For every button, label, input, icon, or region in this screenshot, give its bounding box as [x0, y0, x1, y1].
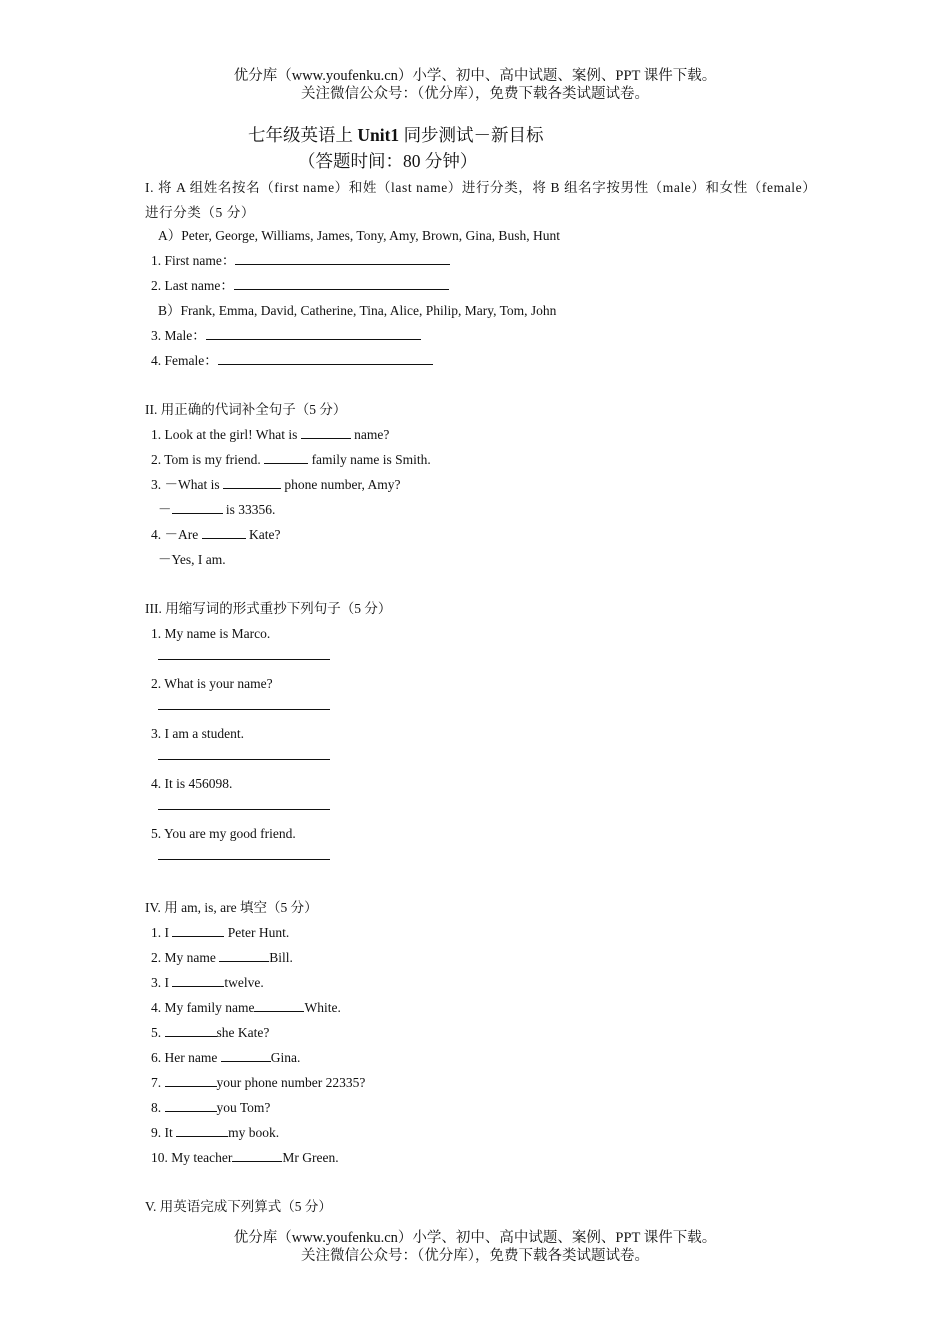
title-suffix: 同步测试－新目标: [399, 125, 544, 145]
answer-blank[interactable]: [165, 1098, 217, 1112]
answer-blank[interactable]: [165, 1023, 217, 1037]
answer-blank[interactable]: [218, 351, 433, 365]
answer-line[interactable]: [158, 658, 330, 660]
title-unit: Unit1: [357, 125, 400, 145]
answer-time: （答题时间：80 分钟）: [298, 151, 478, 171]
answer-blank[interactable]: [232, 1148, 282, 1162]
s1-question-3: 3. Male：: [151, 326, 421, 346]
answer-line[interactable]: [158, 758, 330, 760]
s2-question-2: 2. Tom is my friend. family name is Smith.: [151, 452, 431, 467]
section-1-title: I. 将 A 组姓名按名（first name）和姓（last name）进行分类，将 B 组名字按男性（male）和女性（female）进行分类（5 分）: [145, 180, 810, 220]
s2-question-4: 4. －Are Kate?: [151, 527, 281, 542]
footer-line-1: 优分库（www.youfenku.cn）小学、初中、高中试题、案例、PPT 课件下载。: [233, 1230, 717, 1246]
s3-sentence-1: 1. My name is Marco.: [151, 626, 271, 641]
s2-question-3: 3. －What is phone number, Amy?: [151, 477, 401, 492]
answer-line[interactable]: [158, 808, 330, 810]
s4-item-4: 4. My family name White.: [151, 1000, 341, 1015]
page-footer: [0, 1229, 950, 1265]
title-prefix: 七年级英语上: [248, 125, 358, 145]
answer-blank[interactable]: [172, 500, 223, 514]
page-header: [0, 67, 950, 103]
answer-blank[interactable]: [172, 923, 224, 937]
s4-item-5: 5. she Kate?: [151, 1025, 270, 1040]
s4-item-8: 8. you Tom?: [151, 1100, 271, 1115]
answer-blank[interactable]: [165, 1073, 217, 1087]
s4-item-3: 3. I twelve.: [151, 975, 264, 990]
s1-question-4: 4. Female：: [151, 351, 433, 371]
section-2-title: II. 用正确的代词补全句子（5 分）: [145, 402, 347, 417]
answer-blank[interactable]: [202, 525, 246, 539]
answer-blank[interactable]: [301, 425, 351, 439]
s4-item-1: 1. I Peter Hunt.: [151, 925, 290, 940]
answer-blank[interactable]: [254, 998, 304, 1012]
answer-blank[interactable]: [264, 450, 308, 464]
s4-item-10: 10. My teacher Mr Green.: [151, 1150, 339, 1165]
group-b-names: B）Frank, Emma, David, Catherine, Tina, Alice, Philip, Mary, Tom, John: [158, 303, 557, 318]
s4-item-9: 9. It my book.: [151, 1125, 280, 1140]
s3-sentence-3: 3. I am a student.: [151, 726, 244, 741]
section-5-title: V. 用英语完成下列算式（5 分）: [145, 1199, 332, 1214]
s2-question-1: 1. Look at the girl! What is name?: [151, 427, 390, 442]
s4-item-7: 7. your phone number 22335?: [151, 1075, 366, 1090]
s3-sentence-2: 2. What is your name?: [151, 676, 273, 691]
s2-question-4-reply: －Yes, I am.: [158, 552, 226, 567]
answer-blank[interactable]: [176, 1123, 228, 1137]
s2-question-3-reply: － is 33356.: [158, 502, 276, 517]
answer-blank[interactable]: [223, 475, 281, 489]
s3-sentence-5: 5. You are my good friend.: [151, 826, 296, 841]
page-title: [248, 124, 544, 146]
s1-question-1: 1. First name：: [151, 251, 450, 271]
header-line-2: 关注微信公众号：（优分库），免费下载各类试题试卷。: [301, 86, 649, 102]
answer-blank[interactable]: [221, 1048, 271, 1062]
s1-question-2: 2. Last name：: [151, 276, 449, 296]
footer-line-2: 关注微信公众号：（优分库），免费下载各类试题试卷。: [301, 1248, 649, 1264]
answer-blank[interactable]: [206, 326, 421, 340]
answer-blank[interactable]: [172, 973, 224, 987]
section-4-title: IV. 用 am, is, are 填空（5 分）: [145, 900, 318, 915]
answer-blank[interactable]: [234, 276, 449, 290]
section-3-title: III. 用缩写词的形式重抄下列句子（5 分）: [145, 601, 392, 616]
s4-item-2: 2. My name Bill.: [151, 950, 293, 965]
answer-line[interactable]: [158, 708, 330, 710]
header-line-1: 优分库（www.youfenku.cn）小学、初中、高中试题、案例、PPT 课件下载。: [233, 68, 717, 84]
group-a-names: A）Peter, George, Williams, James, Tony, Amy, Brown, Gina, Bush, Hunt: [158, 228, 560, 243]
answer-blank[interactable]: [235, 251, 450, 265]
answer-line[interactable]: [158, 858, 330, 860]
answer-blank[interactable]: [219, 948, 269, 962]
s3-sentence-4: 4. It is 456098.: [151, 776, 233, 791]
s4-item-6: 6. Her name Gina.: [151, 1050, 301, 1065]
